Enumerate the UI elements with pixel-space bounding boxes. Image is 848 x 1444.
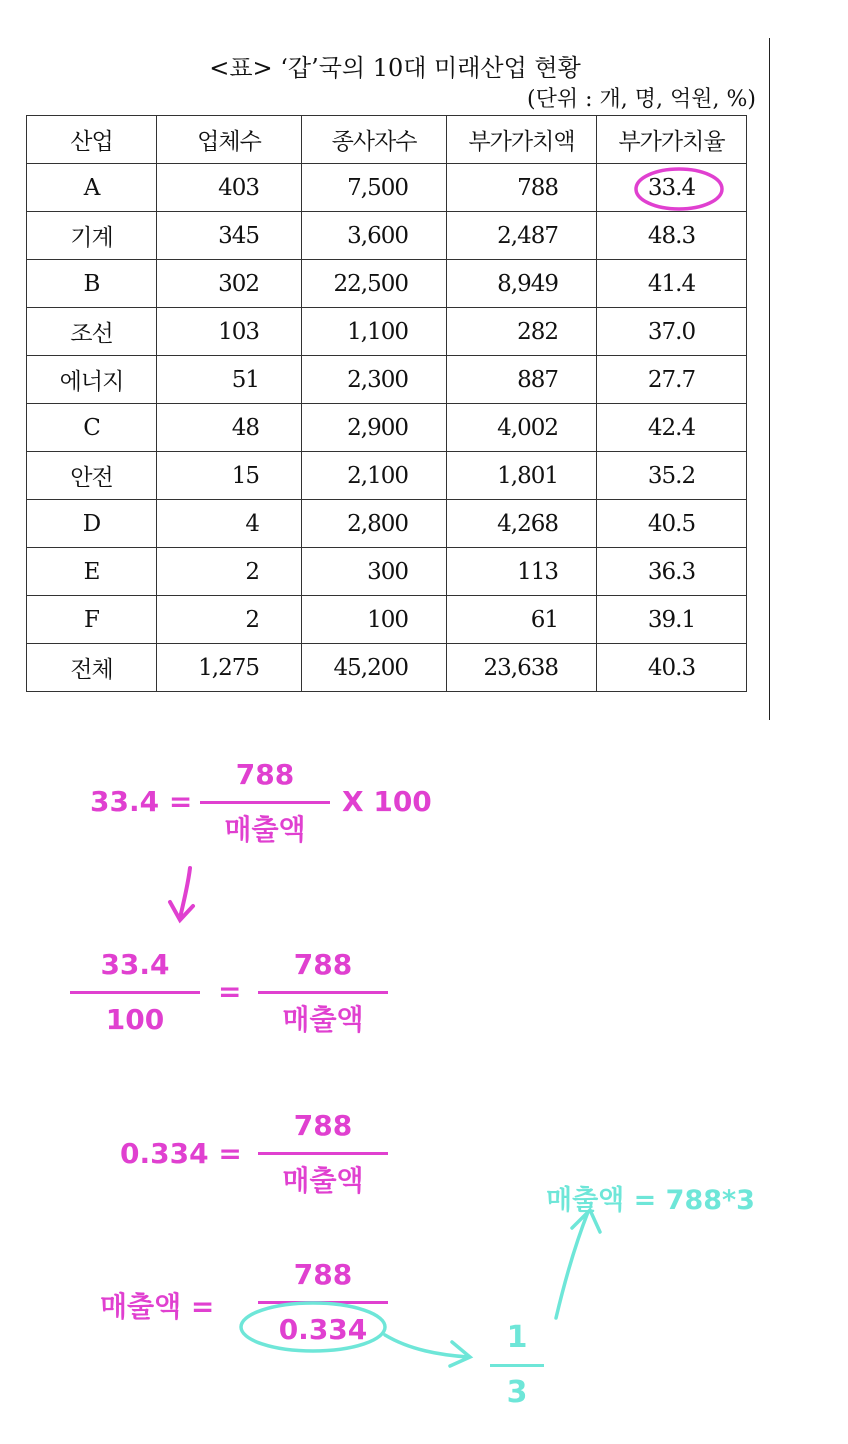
unit-note: (단위 : 개, 명, 억원, %) — [527, 87, 756, 112]
table-cell: B — [27, 260, 157, 308]
column-header: 산업 — [27, 116, 157, 164]
table-cell: 39.1 — [597, 596, 747, 644]
table-cell: 48 — [157, 404, 302, 452]
table-cell: E — [27, 548, 157, 596]
table-cell: 35.2 — [597, 452, 747, 500]
eq2-right-numerator: 788 — [293, 948, 353, 981]
column-header: 부가가치액 — [447, 116, 597, 164]
highlight-circle-cyan — [241, 1303, 385, 1351]
table-cell: 100 — [302, 596, 447, 644]
eq4-numerator: 788 — [293, 1258, 353, 1291]
table-cell: 887 — [447, 356, 597, 404]
result-note: 매출액 = 788*3 — [546, 1185, 755, 1216]
table-cell: 41.4 — [597, 260, 747, 308]
table-cell: 302 — [157, 260, 302, 308]
table-cell: 4 — [157, 500, 302, 548]
eq2-right-denominator: 매출액 — [282, 1003, 364, 1036]
table-cell: 23,638 — [447, 644, 597, 692]
table-cell: 2 — [157, 548, 302, 596]
eq4-lhs: 매출액 = — [100, 1290, 215, 1323]
table-cell: 345 — [157, 212, 302, 260]
eq3-denominator: 매출액 — [282, 1164, 364, 1197]
eq2-left-numerator: 33.4 — [100, 948, 170, 981]
table-cell: 40.5 — [597, 500, 747, 548]
table-cell: 1,100 — [302, 308, 447, 356]
table-cell: 2,900 — [302, 404, 447, 452]
table-cell: 1,801 — [447, 452, 597, 500]
table-title: <표> ‘갑’국의 10대 미래산업 현황 — [209, 54, 581, 82]
table-cell: 8,949 — [447, 260, 597, 308]
table-cell: 45,200 — [302, 644, 447, 692]
eq2-left-denominator: 100 — [105, 1003, 165, 1036]
eq1-lhs: 33.4 = — [90, 785, 193, 818]
table-cell: 403 — [157, 164, 302, 212]
table-cell: 1,275 — [157, 644, 302, 692]
eq2-equals: = — [218, 975, 242, 1008]
table-cell: 33.4 — [597, 164, 747, 212]
highlight-circle — [636, 169, 722, 209]
table-cell: 3,600 — [302, 212, 447, 260]
column-header: 부가가치율 — [597, 116, 747, 164]
table-cell: 에너지 — [27, 356, 157, 404]
table-cell: 36.3 — [597, 548, 747, 596]
table-cell: 2,100 — [302, 452, 447, 500]
down-arrow-icon — [170, 868, 193, 920]
table-cell: 4,268 — [447, 500, 597, 548]
one-third-denominator: 3 — [506, 1375, 528, 1410]
table-cell: 300 — [302, 548, 447, 596]
table-cell: 2 — [157, 596, 302, 644]
right-arrow-icon — [385, 1335, 470, 1366]
table-cell: 113 — [447, 548, 597, 596]
table-cell: 27.7 — [597, 356, 747, 404]
table-cell: 15 — [157, 452, 302, 500]
table-cell: 61 — [447, 596, 597, 644]
table-cell: 48.3 — [597, 212, 747, 260]
table-cell: 22,500 — [302, 260, 447, 308]
table-cell: 37.0 — [597, 308, 747, 356]
table-cell: C — [27, 404, 157, 452]
eq1-denominator: 매출액 — [224, 813, 306, 846]
table-cell: 전체 — [27, 644, 157, 692]
table-cell: 103 — [157, 308, 302, 356]
eq1-numerator: 788 — [235, 758, 295, 791]
eq3-lhs: 0.334 = — [120, 1137, 242, 1170]
table-cell: 40.3 — [597, 644, 747, 692]
table-cell: 기계 — [27, 212, 157, 260]
table-cell: 2,487 — [447, 212, 597, 260]
table-cell: 7,500 — [302, 164, 447, 212]
one-third-numerator: 1 — [506, 1320, 528, 1355]
table-cell: 안전 — [27, 452, 157, 500]
eq1-rhs: X 100 — [342, 785, 432, 818]
table-cell: 51 — [157, 356, 302, 404]
table-cell: F — [27, 596, 157, 644]
eq3-numerator: 788 — [293, 1109, 353, 1142]
table-cell: 2,300 — [302, 356, 447, 404]
table-cell: D — [27, 500, 157, 548]
column-header: 업체수 — [157, 116, 302, 164]
table-cell: 282 — [447, 308, 597, 356]
table-cell: 2,800 — [302, 500, 447, 548]
table-cell: 조선 — [27, 308, 157, 356]
up-arrow-icon — [556, 1210, 600, 1318]
table-cell: 42.4 — [597, 404, 747, 452]
eq4-denominator: 0.334 — [278, 1313, 368, 1346]
column-header: 종사자수 — [302, 116, 447, 164]
table-cell: 788 — [447, 164, 597, 212]
table-cell: A — [27, 164, 157, 212]
table-cell: 4,002 — [447, 404, 597, 452]
